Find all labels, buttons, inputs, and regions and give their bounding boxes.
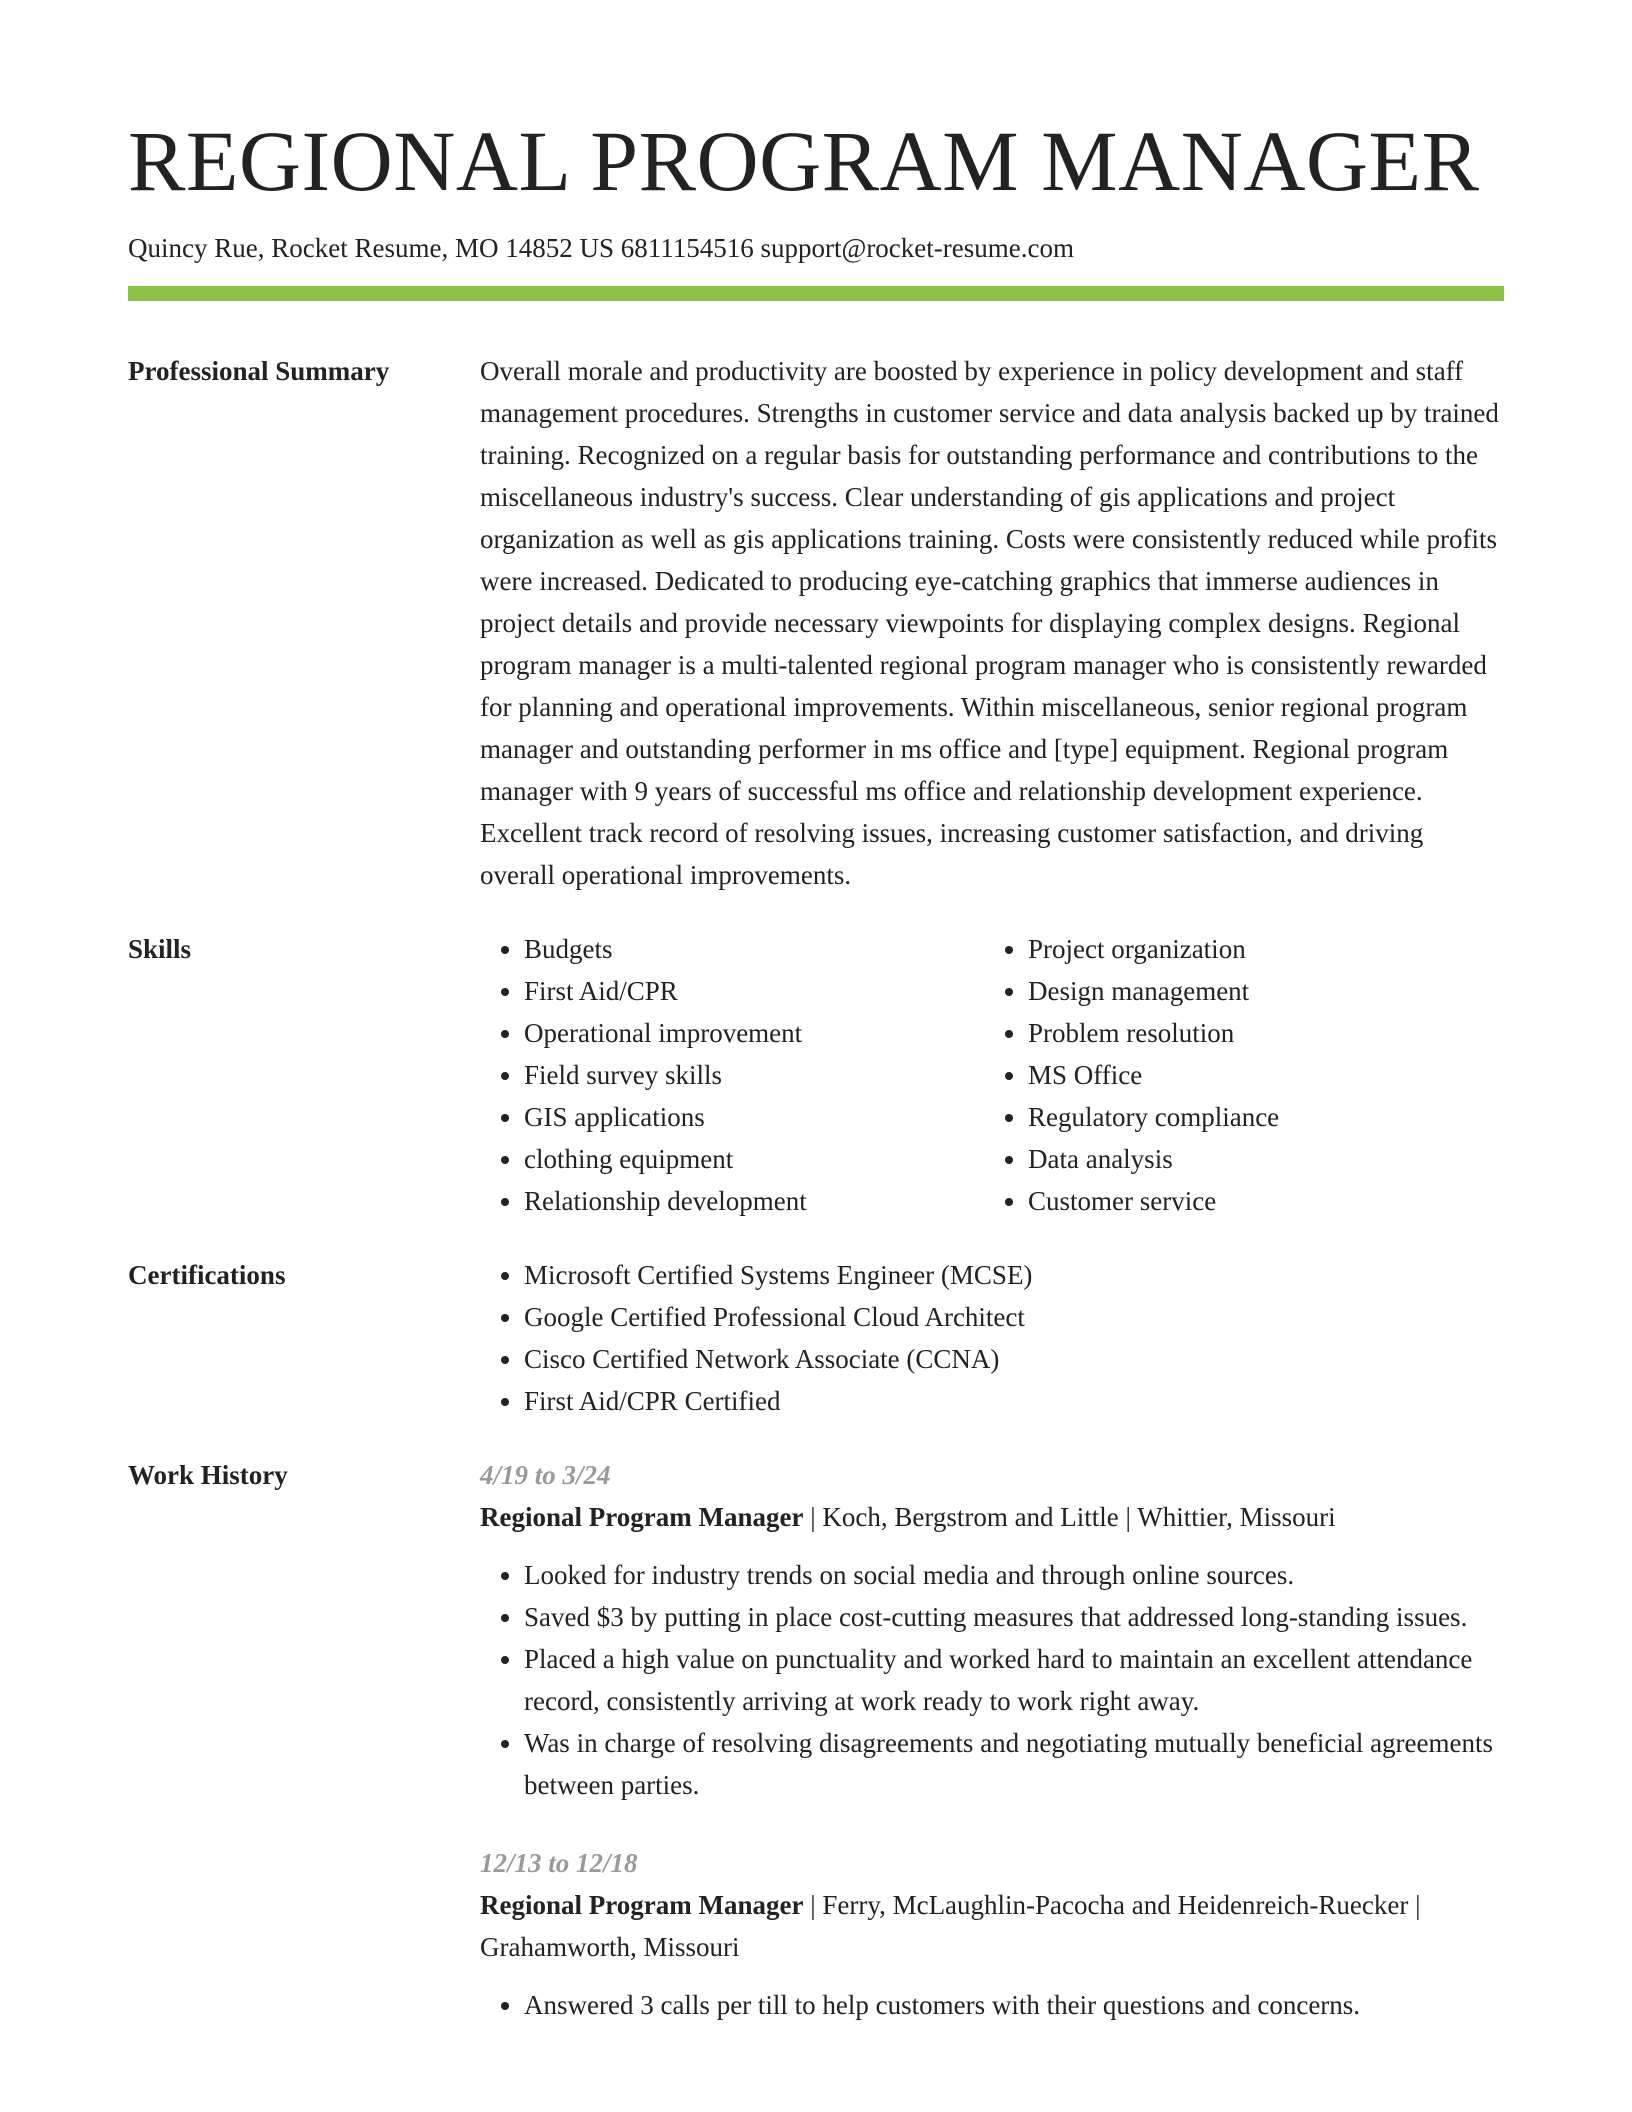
job-details: | Ferry, McLaughlin-Pacocha and Heidenreich-Ruecker | Grahamworth, Missouri [480,1890,1421,1962]
skill-item: • Data analysis [1028,1138,1488,1180]
skill-item: • Project organization [1028,928,1488,970]
job-bullet: • Was in charge of resolving disagreements and negotiating mutually beneficial agreements between parties. [524,1722,1504,1806]
summary-text: Overall morale and productivity are boosted by experience in policy development and staff management procedures. Strengths in customer service and data analysis backed up by trained training. Recognized on a regular basis for outstanding performance and contributions to the miscellaneous industry's success. Clear understanding of gis applications and project organization as well as gis applications training. Costs were consistently reduced while profits were increased. Dedicated to producing eye-catching graphics that immerse audiences in project details and provide necessary viewpoints for displaying complex designs. Regional program manager is a multi-talented regional program manager who is consistently rewarded for planning and operational improvements. Within miscellaneous, senior regional program manager and outstanding performer in ms office and [type] equipment. Regional program manager with 9 years of successful ms office and relationship development experience. Excellent track record of resolving issues, increasing customer satisfaction, and driving overall operational improvements. [480,356,1499,890]
job-bullets [480,1984,1504,2026]
skill-item: • Regulatory compliance [1028,1096,1488,1138]
certification-item: • First Aid/CPR Certified [524,1380,1504,1422]
job-title: Regional Program Manager [480,1502,804,1532]
skills-list-left [480,928,984,1222]
job-bullet: • Answered 3 calls per till to help customers with their questions and concerns. [524,1984,1504,2026]
accent-divider [128,286,1504,301]
skill-item: • Field survey skills [524,1054,984,1096]
section-certifications [128,1254,1504,1422]
skill-item: • Problem resolution [1028,1012,1488,1054]
skills-column-right [984,928,1488,1222]
section-label: Skills [128,934,192,964]
section-body [480,1454,1504,2062]
certifications-list [480,1254,1504,1422]
job-details: | Koch, Bergstrom and Little | Whittier, Missouri [803,1502,1336,1532]
section-label: Certifications [128,1260,286,1290]
skill-item: • Design management [1028,970,1488,1012]
resume-sections [128,350,1504,2094]
section-label: Professional Summary [128,356,390,386]
resume-title: REGIONAL PROGRAM MANAGER [128,113,1480,209]
contact-line: Quincy Rue, Rocket Resume, MO 14852 US 6811154516 support@rocket-resume.com [128,233,1074,263]
section-body [480,1254,1504,1422]
skill-item: • Operational improvement [524,1012,984,1054]
job-bullet: • Saved $3 by putting in place cost-cutting measures that addressed long-standing issues. [524,1596,1504,1638]
section-body [480,350,1504,896]
skills-grid [480,928,1504,1222]
job-dates: 4/19 to 3/24 [480,1460,611,1490]
section-professional-summary [128,350,1504,896]
skill-item: • Relationship development [524,1180,984,1222]
job-bullet: • Looked for industry trends on social media and through online sources. [524,1554,1504,1596]
job-heading [480,1884,1504,1968]
skill-item: • First Aid/CPR [524,970,984,1012]
skill-item: • GIS applications [524,1096,984,1138]
certification-item: • Microsoft Certified Systems Engineer (MCSE) [524,1254,1504,1296]
certification-item: • Google Certified Professional Cloud Architect [524,1296,1504,1338]
section-label: Work History [128,1460,288,1490]
job-title: Regional Program Manager [480,1890,804,1920]
skill-item: • Customer service [1028,1180,1488,1222]
skill-item: • MS Office [1028,1054,1488,1096]
job-bullets [480,1554,1504,1806]
skill-item: • clothing equipment [524,1138,984,1180]
job-bullet: • Placed a high value on punctuality and worked hard to maintain an excellent attendance record, consistently arriving at work ready to work right away. [524,1638,1504,1722]
job-entry [480,1454,1504,1806]
section-skills [128,928,1504,1222]
job-dates: 12/13 to 12/18 [480,1848,638,1878]
job-entry [480,1842,1504,2026]
section-work-history [128,1454,1504,2062]
job-heading [480,1496,1504,1538]
skill-item: • Budgets [524,928,984,970]
skills-column-left [480,928,984,1222]
certification-item: • Cisco Certified Network Associate (CCNA) [524,1338,1504,1380]
skills-list-right [984,928,1488,1222]
